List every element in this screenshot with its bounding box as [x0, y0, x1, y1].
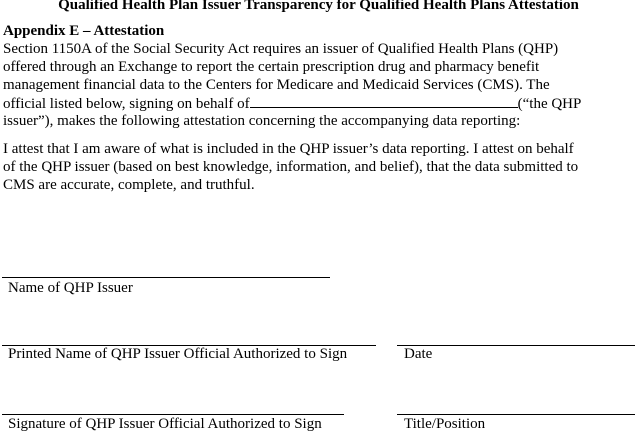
date-signature-line[interactable] [397, 345, 635, 346]
date-label: Date [404, 346, 433, 362]
section-heading: Appendix E – Attestation [3, 23, 165, 39]
paragraph-1-line-3: management financial data to the Centers for Medicare and Medicaid Services (CMS). The [3, 77, 550, 93]
line-4-text-before-blank: official listed below, signing on behalf of [3, 96, 250, 112]
paragraph-1-line-2: offered through an Exchange to report the certain prescription drug and pharmacy benefit [3, 59, 540, 75]
signature-label: Signature of QHP Issuer Official Authorized to Sign [8, 416, 322, 432]
title-position-label: Title/Position [404, 416, 486, 432]
printed-name-label: Printed Name of QHP Issuer Official Authorized to Sign [8, 346, 348, 362]
line-4-text-after-blank: (“the QHP [517, 96, 582, 112]
paragraph-2-line-1: I attest that I am aware of what is included in the QHP issuer’s data reporting. I attest on behalf [3, 141, 574, 157]
paragraph-2-line-2: of the QHP issuer (based on best knowledge, information, and belief), that the data submitted to [3, 159, 579, 175]
paragraph-2-line-3: CMS are accurate, complete, and truthful. [3, 177, 255, 193]
paragraph-1-line-1: Section 1150A of the Social Security Act requires an issuer of Qualified Health Plans (QHP) [3, 41, 559, 57]
issuer-name-label: Name of QHP Issuer [8, 280, 133, 296]
issuer-name-blank[interactable] [250, 94, 518, 108]
paragraph-1-line-5: issuer”), makes the following attestation concerning the accompanying data reporting: [3, 113, 521, 129]
paragraph-1-line-4 [3, 94, 581, 113]
document-title: Qualified Health Plan Issuer Transparency for Qualified Health Plans Attestation [58, 0, 579, 13]
issuer-name-signature-line[interactable] [2, 277, 330, 278]
